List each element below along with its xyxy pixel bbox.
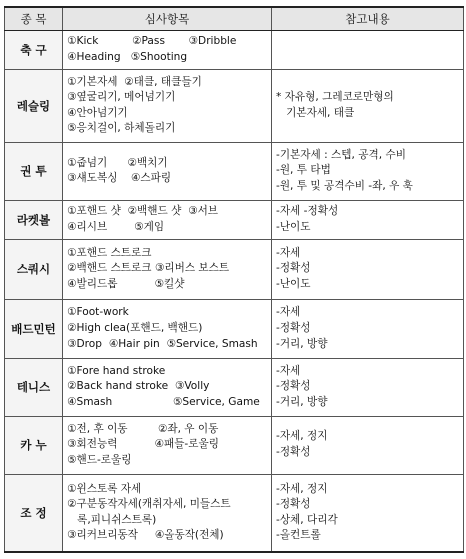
reference-note-line: -자세 — [276, 364, 301, 377]
reference-note-line: -자세 — [276, 306, 301, 319]
evaluation-item-line: ①Fore hand stroke — [67, 364, 166, 377]
evaluation-item-line: ①전, 후 이동 ②좌, 우 이동 — [67, 422, 219, 435]
evaluation-item-line: ④안아넘기기 — [67, 106, 128, 119]
reference-notes-cell — [272, 31, 464, 70]
evaluation-item-line: ①포핸드 샷 ②백핸드 샷 ③서브 — [67, 205, 219, 218]
table-row — [5, 142, 464, 200]
reference-notes-cell — [272, 299, 464, 358]
sport-name: 축 구 — [5, 31, 63, 70]
reference-notes-cell — [272, 142, 464, 200]
evaluation-item-line: ①줍넘기 ②백치기 — [67, 156, 168, 169]
sport-name: 조 정 — [5, 474, 63, 552]
table-row — [5, 474, 464, 552]
evaluation-item-line: ②백핸드 스트로크 ③리버스 보스트 — [67, 262, 230, 275]
reference-notes-cell — [272, 474, 464, 552]
reference-note-line: -거리, 방향 — [276, 395, 328, 408]
evaluation-item-line: ③옆굴리기, 메어넘기기 — [67, 91, 176, 104]
reference-note-line: -원, 투 및 공격수비 -좌, 우 훅 — [276, 179, 413, 192]
evaluation-item-line: ④Smash ⑤Service, Game — [67, 395, 260, 408]
reference-note-line: -자세 — [276, 246, 301, 259]
table-row — [5, 416, 464, 474]
evaluation-item-line: 록,피니쉬스트록) — [67, 513, 157, 526]
sports-evaluation-table — [4, 6, 464, 553]
evaluation-items-cell — [63, 31, 272, 70]
evaluation-item-line: ①Foot-work — [67, 306, 129, 319]
sport-name: 카 누 — [5, 416, 63, 474]
reference-note-line: -난이도 — [276, 277, 311, 290]
evaluation-item-line: ④발리드롭 ⑤킬샷 — [67, 277, 185, 290]
sport-name: 레슬링 — [5, 69, 63, 142]
header-reference-notes: 참고내용 — [272, 7, 464, 31]
reference-note-line: -기본자세 : 스텝, 공격, 수비 — [276, 148, 406, 161]
evaluation-item-line: ④Heading ⑤Shooting — [67, 50, 188, 63]
reference-note-line: -자세, 정지 — [276, 482, 328, 495]
table-row — [5, 299, 464, 358]
reference-note-line: -원, 투 타법 — [276, 164, 331, 177]
reference-note-line: -정확성 — [276, 446, 311, 459]
table-row — [5, 200, 464, 239]
reference-notes-cell — [272, 416, 464, 474]
reference-note-line: 기본자세, 태클 — [276, 106, 355, 119]
table-body — [5, 31, 464, 553]
evaluation-items-cell — [63, 142, 272, 200]
evaluation-item-line: ②Back hand stroke ③Volly — [67, 380, 210, 393]
evaluation-item-line: ③리커브리동작 ④올동작(전체) — [67, 529, 224, 542]
reference-note-line: -정확성 — [276, 498, 311, 511]
evaluation-item-line: ⑤핸드-로울링 — [67, 453, 132, 466]
reference-notes-cell — [272, 239, 464, 299]
sport-name: 테니스 — [5, 358, 63, 416]
evaluation-item-line: ⑤응치걸이, 하체돌리기 — [67, 122, 176, 135]
evaluation-item-line: ④리시브 ⑤게임 — [67, 220, 165, 233]
reference-note-line: -올컨트롤 — [276, 529, 321, 542]
evaluation-item-line: ①윈스토록 자세 — [67, 482, 142, 495]
evaluation-item-line: ③회전능력 ④패들-로울링 — [67, 438, 219, 451]
reference-note-line: -자세, 정지 — [276, 430, 328, 443]
reference-note-line: -정확성 — [276, 380, 311, 393]
reference-note-line: * 자유형, 그레코로만형의 — [276, 91, 394, 104]
sport-name: 권 투 — [5, 142, 63, 200]
table-header-row — [5, 7, 464, 31]
evaluation-items-cell — [63, 474, 272, 552]
sport-name: 배드민턴 — [5, 299, 63, 358]
table-row — [5, 239, 464, 299]
reference-note-line: -정확성 — [276, 321, 311, 334]
reference-note-line: -거리, 방향 — [276, 337, 328, 350]
evaluation-items-cell — [63, 416, 272, 474]
header-evaluation-items: 심사항목 — [63, 7, 272, 31]
evaluation-item-line: ③섀도복싱 ④스파링 — [67, 172, 172, 185]
evaluation-items-cell — [63, 299, 272, 358]
table-row — [5, 69, 464, 142]
evaluation-items-cell — [63, 239, 272, 299]
sport-name: 라켓볼 — [5, 200, 63, 239]
evaluation-item-line: ①Kick ②Pass ③Dribble — [67, 35, 237, 48]
reference-note-line: -상체, 다리각 — [276, 513, 338, 526]
reference-notes-cell — [272, 358, 464, 416]
sport-name: 스쿼시 — [5, 239, 63, 299]
table-row — [5, 31, 464, 70]
evaluation-item-line: ③Drop ④Hair pin ⑤Service, Smash — [67, 337, 258, 350]
evaluation-item-line: ①포핸드 스트로크 — [67, 246, 152, 259]
reference-note-line: -자세 -정확성 — [276, 205, 339, 218]
reference-notes-cell — [272, 69, 464, 142]
table-row — [5, 358, 464, 416]
evaluation-item-line: ①기본자세 ②태클, 태클들기 — [67, 75, 202, 88]
reference-note-line: -난이도 — [276, 220, 311, 233]
reference-note-line: -정확성 — [276, 262, 311, 275]
evaluation-items-cell — [63, 358, 272, 416]
evaluation-items-cell — [63, 200, 272, 239]
evaluation-items-cell — [63, 69, 272, 142]
evaluation-item-line: ②구분동작자세(캐취자세, 미들스트 — [67, 498, 231, 511]
evaluation-item-line: ②High clea(포핸드, 백핸드) — [67, 321, 203, 334]
reference-notes-cell — [272, 200, 464, 239]
header-sport: 종 목 — [5, 7, 63, 31]
